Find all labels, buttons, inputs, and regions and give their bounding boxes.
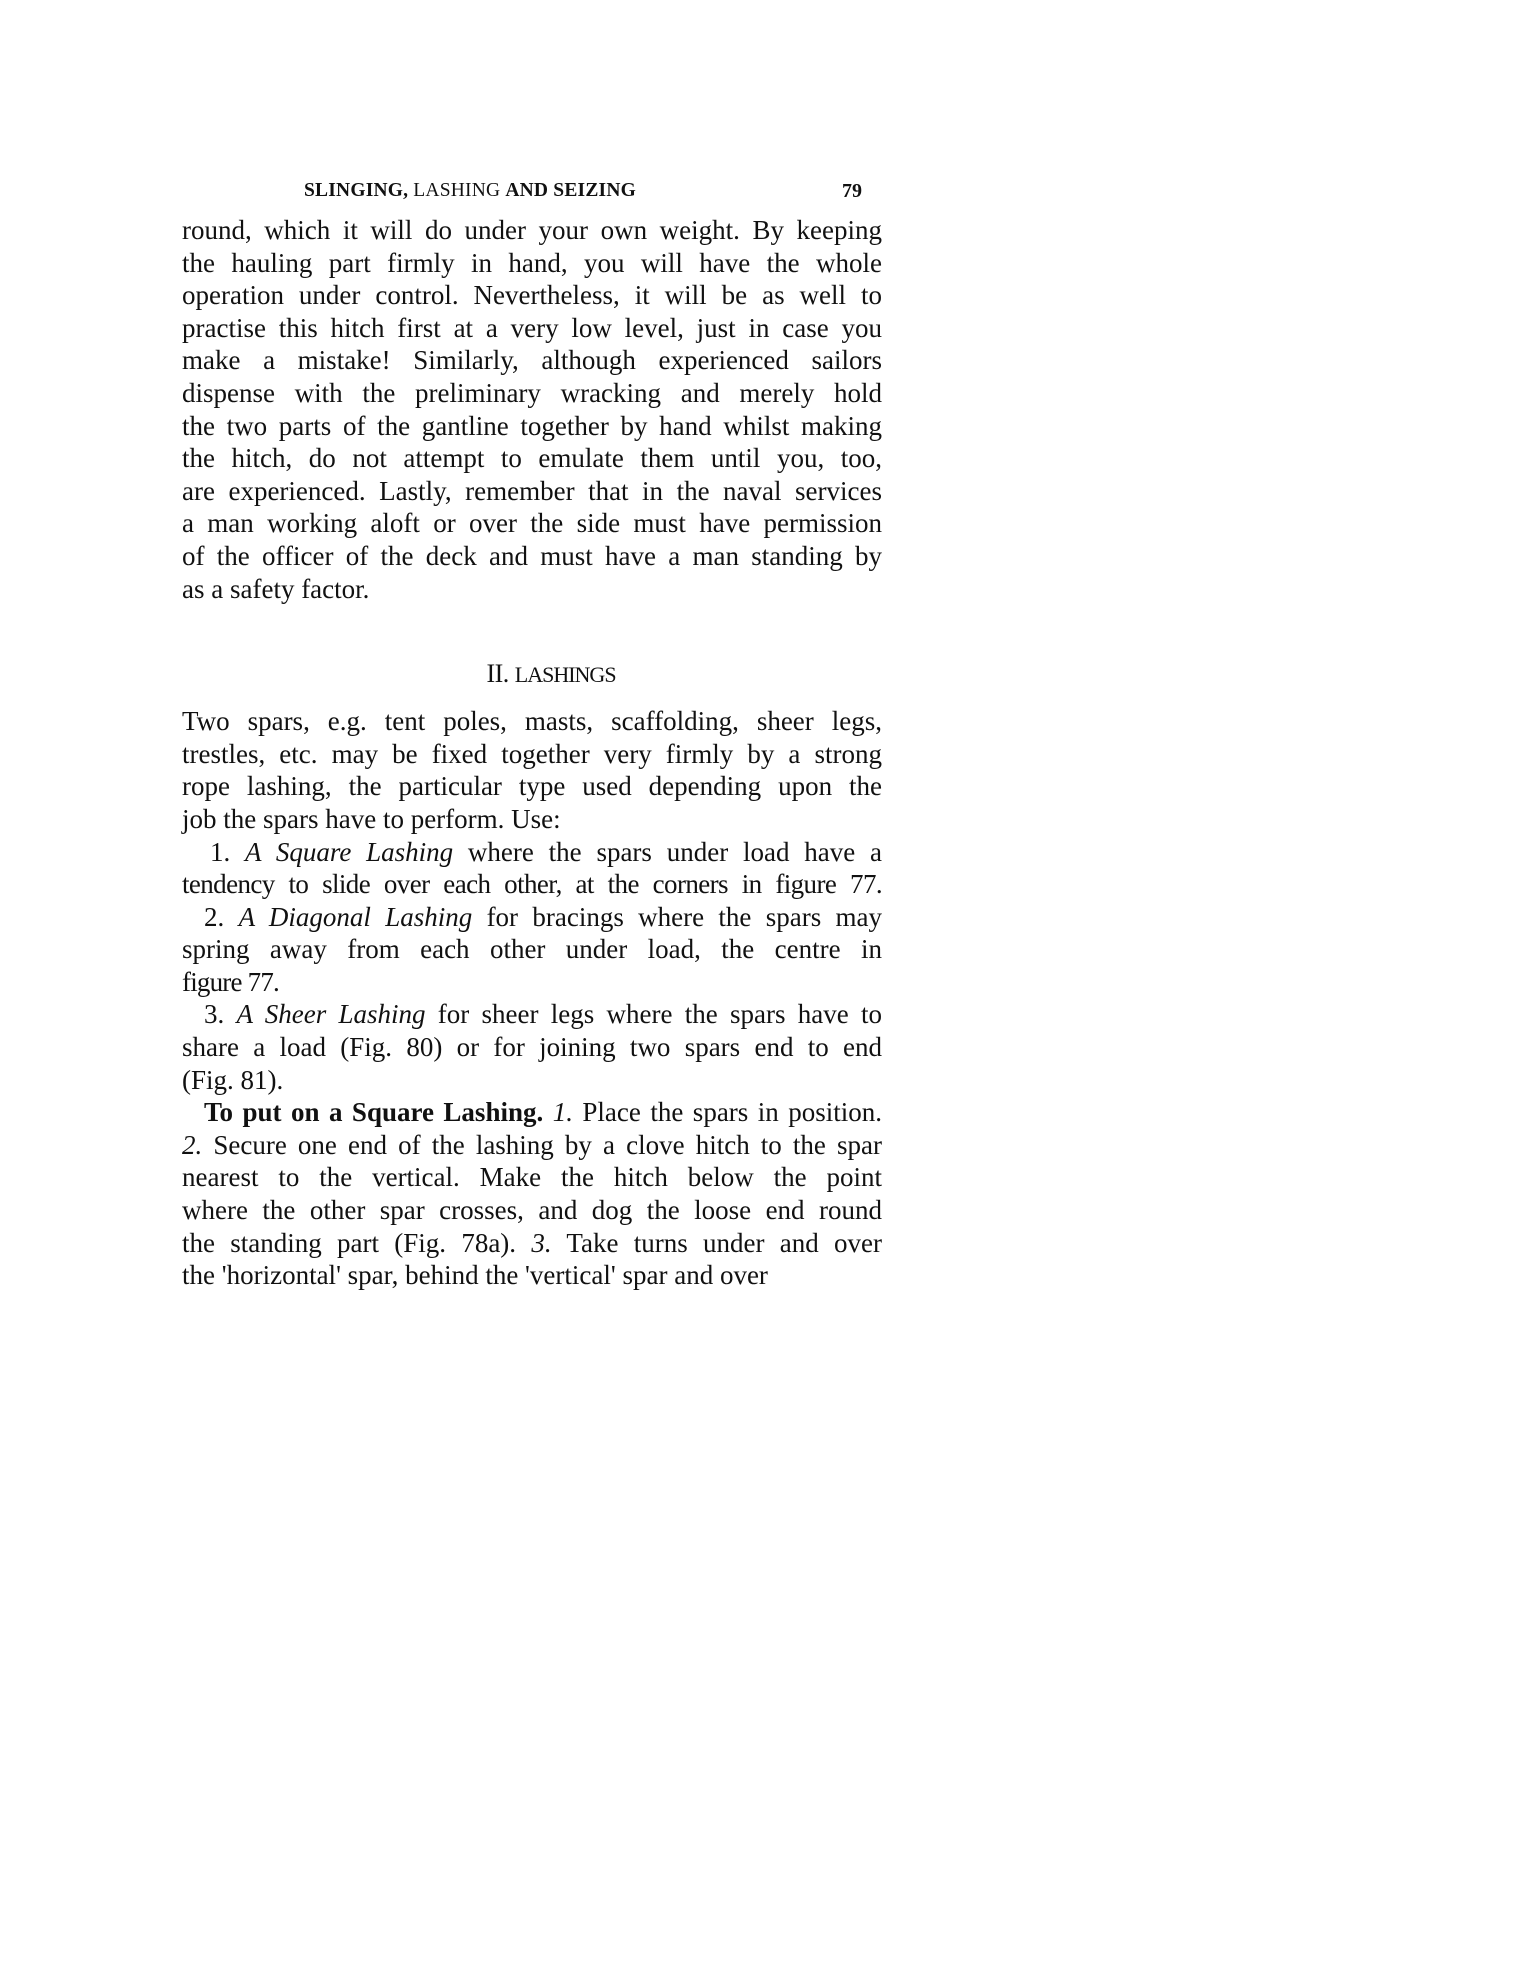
text-line: (Fig. 81). [182, 1064, 284, 1095]
section-heading [220, 659, 882, 689]
step-text: the standing part (Fig. 78a). [182, 1227, 517, 1258]
running-head [182, 176, 882, 210]
page-number: 79 [842, 180, 862, 202]
text-line: tendency to slide over each other, at the corners in figure 77. [182, 869, 882, 900]
text-line: are experienced. Lastly, remember that in the naval services [182, 475, 882, 506]
text-line: Two spars, e.g. tent poles, masts, scaffolding, sheer legs, [182, 706, 882, 737]
list-number: 3. [204, 999, 225, 1030]
text-line: the 'horizontal' spar, behind the 'vertical' spar and over [182, 1260, 768, 1291]
text-line: practise this hitch first at a very low level, just in case you [182, 312, 882, 343]
text-line: the two parts of the gantline together by hand whilst making [182, 410, 882, 441]
text-line: nearest to the vertical. Make the hitch below the point [182, 1162, 882, 1193]
list-item-3 [182, 998, 882, 1031]
paragraph-2 [182, 705, 882, 1292]
step-number: 1. [552, 1097, 573, 1128]
text-line: of the officer of the deck and must have a man standing by [182, 540, 882, 571]
text-line: share a load (Fig. 80) or for joining two spars end to end [182, 1032, 882, 1063]
step-text: Take turns under and over [551, 1227, 882, 1258]
text-line: rope lashing, the particular type used depending upon the [182, 771, 882, 802]
list-text: where the spars under load have a [453, 836, 882, 867]
text-line: spring away from each other under load, the centre in [182, 934, 882, 965]
list-item-1 [182, 836, 882, 869]
list-term: A Sheer Lashing [236, 999, 426, 1030]
list-number: 1. [210, 836, 231, 867]
text-line: dispense with the preliminary wracking and merely hold [182, 377, 882, 408]
text-line: a man working aloft or over the side must have permission [182, 508, 882, 539]
procedure-line-1 [182, 1096, 882, 1129]
text-line: the hitch, do not attempt to emulate them until you, too, [182, 443, 882, 474]
text-line: where the other spar crosses, and dog the loose end round [182, 1195, 882, 1226]
procedure-line-5 [182, 1227, 882, 1260]
procedure-heading: To put on a Square Lashing. [204, 1097, 544, 1128]
text-line: the hauling part firmly in hand, you will have the whole [182, 247, 882, 278]
running-title-part3: AND SEIZING [505, 180, 636, 201]
section-numeral: II. [486, 659, 509, 689]
running-title-part2: LASHING [413, 180, 501, 201]
list-text: for bracings where the spars may [472, 901, 883, 932]
step-text: Secure one end of the lashing by a clove hitch to the spar [202, 1129, 882, 1160]
procedure-line-2 [182, 1129, 882, 1162]
step-number: 3. [531, 1227, 552, 1258]
section-title: LASHINGS [514, 662, 616, 688]
text-line: round, which it will do under your own weight. By keeping [182, 215, 882, 245]
list-item-2 [182, 901, 882, 934]
text-line: figure 77. [182, 966, 279, 997]
running-title-part1: SLINGING, [304, 180, 409, 201]
list-text: for sheer legs where the spars have to [425, 999, 882, 1030]
list-term: A Diagonal Lashing [238, 901, 473, 932]
book-page [182, 176, 882, 1292]
running-title [304, 180, 636, 202]
step-number: 2. [182, 1129, 203, 1160]
step-text: Place the spars in position. [572, 1097, 882, 1128]
text-line: make a mistake! Similarly, although experienced sailors [182, 345, 882, 376]
text-line: trestles, etc. may be fixed together very firmly by a strong [182, 738, 882, 769]
text-line: as a safety factor. [182, 573, 370, 604]
text-line: job the spars have to perform. Use: [182, 803, 561, 834]
text-line: operation under control. Nevertheless, it will be as well to [182, 280, 882, 311]
list-term: A Square Lashing [245, 836, 454, 867]
paragraph-1 [182, 214, 882, 605]
list-number: 2. [204, 901, 225, 932]
